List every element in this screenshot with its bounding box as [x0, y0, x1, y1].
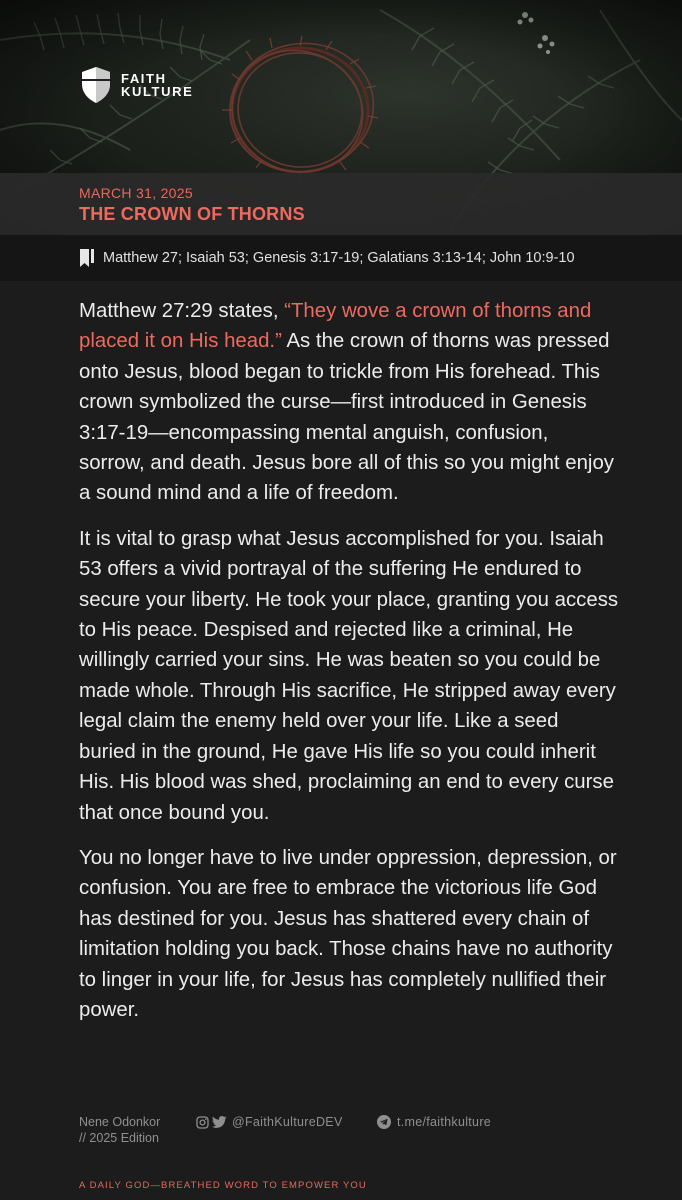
instagram-icon — [196, 1116, 209, 1129]
paragraph-3: You no longer have to live under oppression, depression, or confusion. You are free to embrace the victorious life God has destined for you. Jesus has shattered every chain of limitation holding you back. Those chains have no authority to linger in your life, for Jesus has completely nullified their power. — [79, 846, 617, 1021]
devotional-body — [79, 296, 619, 1040]
brand-wordmark — [121, 72, 193, 98]
brand-line-2: KULTURE — [121, 84, 194, 99]
paragraph-1-rest: As the crown of thorns was pressed onto Jesus, blood began to trickle from His forehead. This crown symbolized the curse—first introduced in Genesis 3:17-19—encompassing mental anguish, confusion, sorrow, and death. Jesus bore all of this so you might enjoy a sound mind and a life of freedom. — [79, 330, 614, 505]
devotional-title: THE CROWN OF THORNS — [79, 204, 305, 224]
title-band — [0, 173, 682, 235]
scripture-references — [0, 235, 682, 281]
social-link[interactable] — [196, 1115, 343, 1129]
scripture-quote: “They wove a crown of thorns and placed it on His head.” — [79, 300, 592, 353]
author-credit — [79, 1114, 160, 1146]
telegram-link[interactable] — [377, 1115, 491, 1129]
edition-label: // 2025 Edition — [79, 1131, 159, 1145]
telegram-icon — [377, 1115, 391, 1129]
twitter-icon — [212, 1116, 227, 1129]
devotional-date: MARCH 31, 2025 — [79, 185, 193, 201]
brand-line-1: FAITH — [121, 71, 167, 86]
telegram-url: t.me/faithkulture — [397, 1115, 492, 1129]
tagline: A DAILY GOD—BREATHED WORD TO EMPOWER YOU — [79, 1180, 367, 1191]
hero-image — [0, 0, 682, 235]
scripture-refs-text: Matthew 27; Isaiah 53; Genesis 3:17-19; Galatians 3:13-14; John 10:9-10 — [103, 250, 575, 266]
paragraph-2: It is vital to grasp what Jesus accomplished for you. Isaiah 53 offers a vivid portrayal of the suffering He endured to secure your liberty. He took your place, granting you access to His peace. Despised and rejected like a criminal, He willingly carried your sins. He was beaten so you could be made whole. Through His sacrifice, He stripped away every legal claim the enemy held over your life. Like a seed buried in the ground, He gave His life so you could inherit His. His blood was shed, proclaiming an end to every curse that once bound you. — [79, 527, 619, 824]
paragraph-1 — [79, 296, 619, 509]
author-name: Nene Odonkor — [79, 1115, 161, 1129]
brand-logo[interactable] — [79, 66, 193, 104]
paragraph-1-intro: Matthew 27:29 states, — [79, 300, 285, 322]
social-handle: @FaithKultureDEV — [232, 1115, 343, 1129]
bookmark-icon — [79, 248, 95, 268]
shield-logo-icon — [79, 66, 113, 104]
